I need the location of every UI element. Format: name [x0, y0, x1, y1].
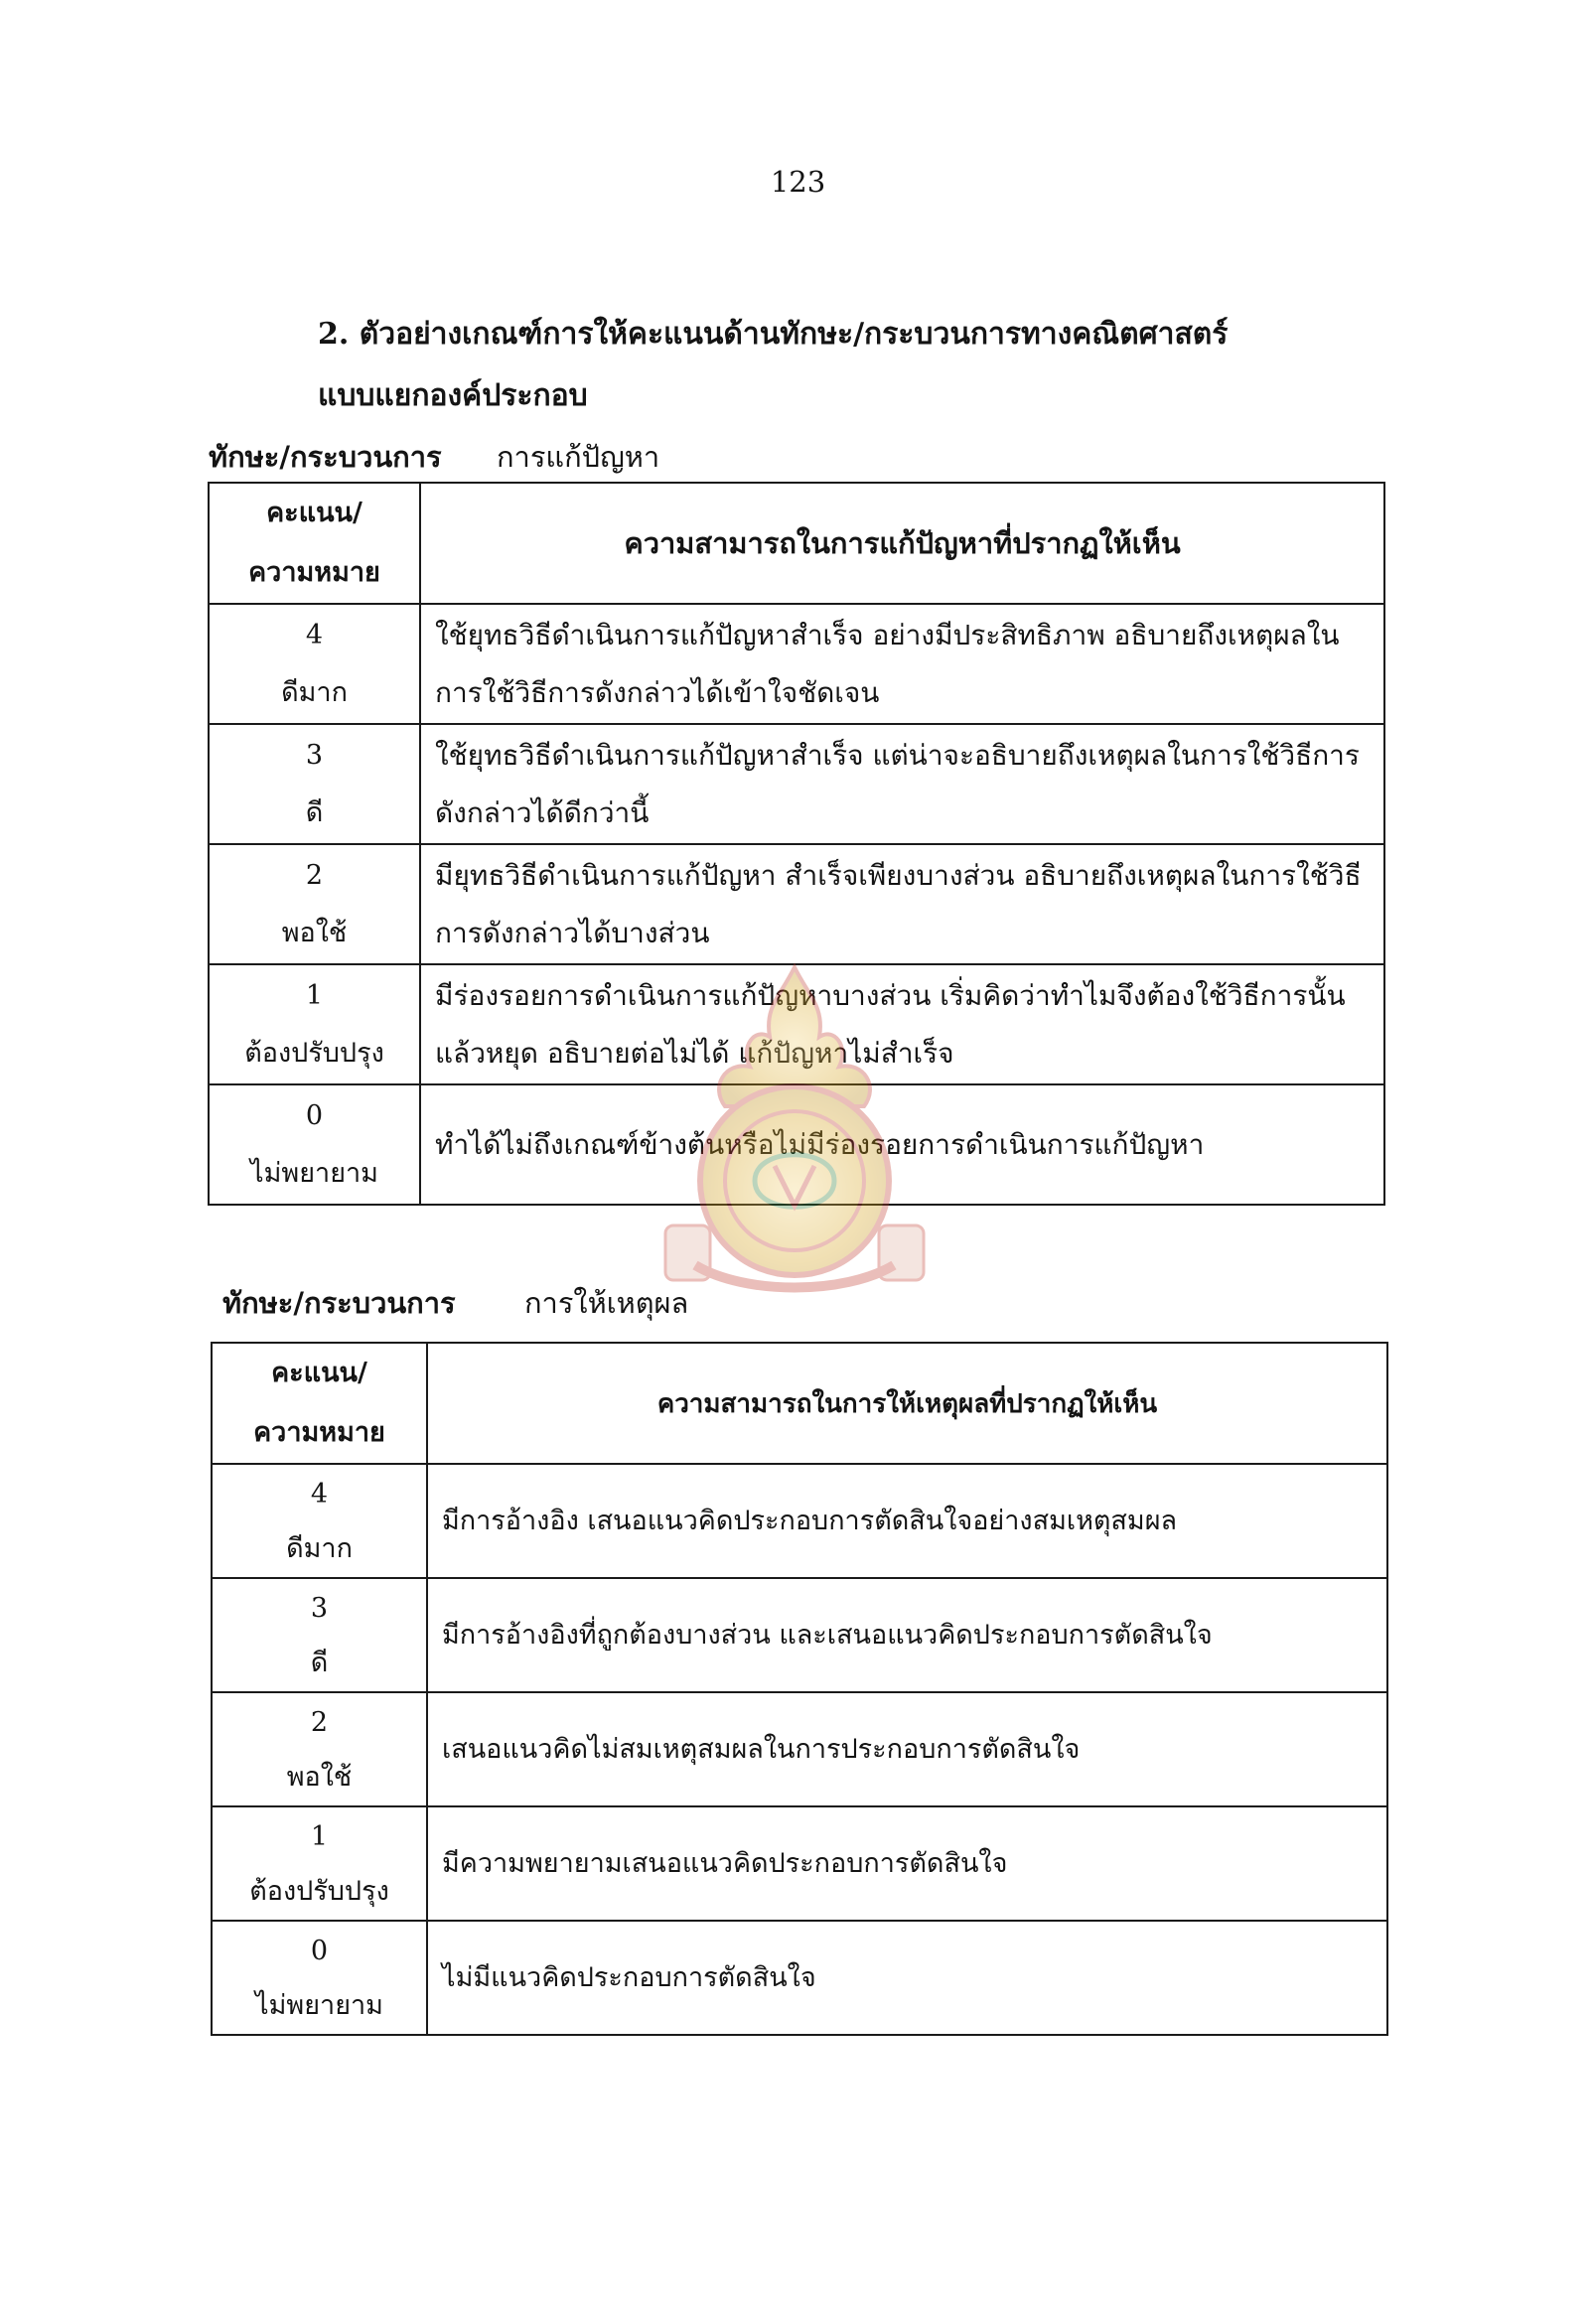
section-heading: 2. ตัวอย่างเกณฑ์การให้คะแนนด้านทักษะ/กระบวนการทางคณิตศาสตร์	[318, 317, 1229, 352]
desc-line: แล้วหยุด อธิบายต่อไม่ได้ แก้ปัญหาไม่สำเร็จ	[435, 1036, 954, 1070]
score-cell	[212, 1692, 427, 1806]
score-cell	[209, 724, 420, 844]
desc-cell: มีความพยายามเสนอแนวคิดประกอบการตัดสินใจ	[427, 1806, 1387, 1921]
score-meaning: ดี	[310, 1647, 329, 1678]
desc-cell	[420, 1084, 1384, 1205]
score-meaning: ไม่พยายาม	[255, 1989, 383, 2021]
header-desc-cell: ความสามารถในการแก้ปัญหาที่ปรากฏให้เห็น	[420, 483, 1384, 604]
skill-line-problem-solving	[209, 434, 659, 480]
score-meaning: ต้องปรับปรุง	[249, 1875, 389, 1907]
table-row	[209, 1084, 1384, 1205]
desc-line: มียุทธวิธีดำเนินการแก้ปัญหา สำเร็จเพียงบางส่วน อธิบายถึงเหตุผลในการใช้วิธี	[435, 858, 1362, 892]
table-row	[209, 724, 1384, 844]
header-score-cell	[212, 1343, 427, 1464]
score-cell	[212, 1464, 427, 1578]
score-meaning: พอใช้	[286, 1761, 353, 1793]
score-value: 4	[310, 1478, 329, 1510]
desc-cell	[420, 844, 1384, 964]
skill-value: การให้เหตุผล	[524, 1286, 689, 1320]
table-row	[212, 1806, 1387, 1921]
rubric-table-problem-solving	[208, 482, 1385, 1206]
desc-line: ดังกล่าวได้ดีกว่านี้	[435, 795, 650, 829]
header-score-label: คะแนน/	[271, 1358, 367, 1388]
score-value: 2	[310, 1706, 329, 1738]
score-meaning: ไม่พยายาม	[250, 1157, 378, 1189]
score-value: 0	[310, 1935, 329, 1966]
score-meaning: พอใช้	[281, 917, 348, 948]
score-meaning: ดีมาก	[286, 1532, 353, 1564]
header-meaning-label: ความหมาย	[248, 557, 380, 588]
page-number: 123	[770, 165, 826, 199]
score-cell	[209, 1084, 420, 1205]
desc-line: ใช้ยุทธวิธีดำเนินการแก้ปัญหาสำเร็จ แต่น่าจะอธิบายถึงเหตุผลในการใช้วิธีการ	[435, 738, 1360, 772]
table-row	[209, 964, 1384, 1084]
skill-label: ทักษะ/กระบวนการ	[222, 1286, 456, 1320]
header-desc-cell: ความสามารถในการให้เหตุผลที่ปรากฏให้เห็น	[427, 1343, 1387, 1464]
desc-cell	[420, 964, 1384, 1084]
score-cell	[209, 844, 420, 964]
score-meaning: ดีมาก	[281, 676, 348, 708]
score-cell	[209, 964, 420, 1084]
score-meaning: ดี	[305, 796, 324, 828]
skill-line-reasoning	[222, 1280, 688, 1326]
score-value: 1	[305, 979, 324, 1011]
score-value: 1	[310, 1820, 329, 1852]
rubric-table-reasoning	[211, 1342, 1388, 2036]
desc-cell	[420, 724, 1384, 844]
table-row	[212, 1921, 1387, 2035]
score-value: 0	[305, 1099, 324, 1131]
table-row	[209, 604, 1384, 724]
table-row	[212, 1692, 1387, 1806]
score-value: 3	[310, 1592, 329, 1624]
score-value: 3	[305, 739, 324, 771]
desc-line: การดังกล่าวได้บางส่วน	[435, 916, 710, 949]
desc-cell: มีการอ้างอิง เสนอแนวคิดประกอบการตัดสินใจอย่างสมเหตุสมผล	[427, 1464, 1387, 1578]
header-score-cell	[209, 483, 420, 604]
table-row	[212, 1464, 1387, 1578]
desc-cell: มีการอ้างอิงที่ถูกต้องบางส่วน และเสนอแนวคิดประกอบการตัดสินใจ	[427, 1578, 1387, 1692]
score-cell	[212, 1921, 427, 2035]
desc-line: การใช้วิธีการดังกล่าวได้เข้าใจชัดเจน	[435, 675, 880, 709]
section-heading-continuation: แบบแยกองค์ประกอบ	[318, 378, 588, 413]
skill-label: ทักษะ/กระบวนการ	[209, 440, 442, 474]
score-cell	[209, 604, 420, 724]
desc-cell: ไม่มีแนวคิดประกอบการตัดสินใจ	[427, 1921, 1387, 2035]
desc-line: มีร่องรอยการดำเนินการแก้ปัญหาบางส่วน เริ่มคิดว่าทำไมจึงต้องใช้วิธีการนั้น	[435, 978, 1346, 1012]
skill-value: การแก้ปัญหา	[497, 440, 660, 474]
score-value: 2	[305, 859, 324, 891]
table-header-row	[212, 1343, 1387, 1464]
table-row	[212, 1578, 1387, 1692]
score-cell	[212, 1578, 427, 1692]
header-score-label: คะแนน/	[266, 498, 363, 528]
score-meaning: ต้องปรับปรุง	[244, 1037, 384, 1069]
desc-line: ใช้ยุทธวิธีดำเนินการแก้ปัญหาสำเร็จ อย่างมีประสิทธิภาพ อธิบายถึงเหตุผลใน	[435, 618, 1340, 651]
table-header-row	[209, 483, 1384, 604]
desc-cell	[420, 604, 1384, 724]
desc-line: ทำได้ไม่ถึงเกณฑ์ข้างต้นหรือไม่มีร่องรอยการดำเนินการแก้ปัญหา	[435, 1127, 1205, 1161]
score-cell	[212, 1806, 427, 1921]
score-value: 4	[305, 619, 324, 650]
table-row	[209, 844, 1384, 964]
header-meaning-label: ความหมาย	[253, 1417, 385, 1448]
desc-cell: เสนอแนวคิดไม่สมเหตุสมผลในการประกอบการตัดสินใจ	[427, 1692, 1387, 1806]
